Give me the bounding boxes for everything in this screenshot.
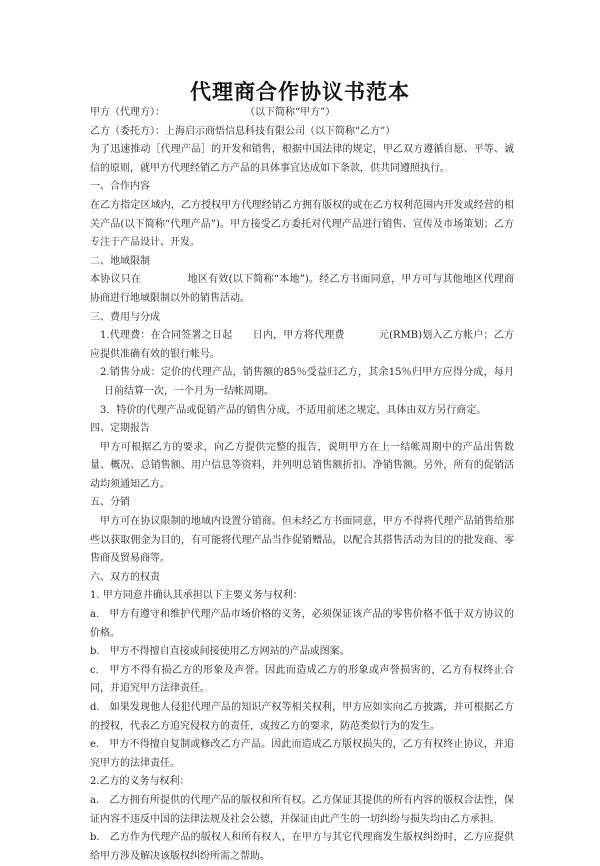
party-a-line [90, 104, 514, 123]
section-6-heading: 六、双方的权责 [90, 571, 160, 583]
section-3-item-2-b: 日前结算一次，一个月为一结帐周期。 [104, 385, 274, 397]
section-6-1-item-b: b. 甲方不得擅自直接或间接使用乙方网站的产品或图案。 [90, 646, 350, 658]
section-3-item-1-b: 日内，甲方将代理费 [252, 330, 345, 342]
section-3-item-1-a: 1.代理费：在合同签署之日起 [100, 330, 233, 342]
intro-paragraph: 为了迅速推动［代理产品］的开发和销售，根据中国法律的规定，甲乙双方遵循自愿、平等、诚信的原则，就甲方代理经销乙方产品的具体事宜达成如下条款，供共同遵照执行。 [90, 144, 514, 174]
document-body [90, 104, 514, 866]
section-2-paragraph [90, 271, 514, 308]
section-2-text-b: 地区有效(以下简称“本地”)。经乙方书面同意，甲方可与其他地区代理商协商进行地域限制以外的销售活动。 [90, 274, 514, 304]
section-6-1-item-e: e. 甲方不得擅自复制或修改乙方产品。因此而造成乙方版权损失的，乙方有权终止协议，并追究甲方的法律责任。 [90, 739, 514, 769]
section-4-paragraph: 甲方可根据乙方的要求，向乙方提供完整的报告，说明甲方在上一结帐周期中的产品出售数量、概况、总销售额、用户信息等资料，并列明总销售额折扣、净销售额。另外，所有的促销活动均须通知乙方。 [90, 441, 514, 490]
section-6-1-heading: 1. 甲方同意并确认其承担以下主要义务与权利： [90, 590, 303, 602]
section-5-paragraph: 甲方可在协议限制的地域内设置分销商。但未经乙方书面同意，甲方不得将代理产品销售给那些以获取佣金为目的，有可能将代理产品当作促销赠品，以配合其搭售活动为目的的批发商、零售商及贸易商等。 [90, 516, 514, 565]
section-1-paragraph: 在乙方指定区域内，乙方授权甲方代理经销乙方拥有版权的或在乙方权利范围内开发或经营的相关产品(以下简称“代理产品”)。甲方接受乙方委托对代理产品进行销售、宣传及市场策划；乙方专注于产品设计、开发。 [90, 199, 514, 249]
section-3-item-1-c: 元(RMB)划入乙方帐户；乙方应提供准确有效的银行帐号。 [90, 330, 514, 360]
section-3-heading: 三、费用与分成 [90, 311, 160, 323]
section-2-heading: 二、地域限制 [90, 255, 150, 267]
section-2-text-a: 本协议只在 [90, 274, 142, 286]
section-6-2-item-b: b. 乙方作为代理产品的版权人和所有权人，在甲方与其它代理商发生版权纠纷时，乙方应提供给甲方涉及解决该版权纠纷所需之帮助。 [90, 832, 514, 862]
section-3-item-1 [90, 327, 514, 364]
section-3-item-3: 3．特价的代理产品或促销产品的销售分成，不适用前述之规定，具体由双方另行商定。 [100, 404, 487, 416]
party-b-line: 乙方（委托方）：上海启示商悟信息科技有限公司（以下简称“乙方”） [90, 125, 396, 137]
section-6-2-heading: 2.乙方的义务与权利： [90, 776, 190, 788]
section-3-item-2 [90, 364, 514, 401]
section-4-heading: 四、定期报告 [90, 423, 150, 435]
section-1-heading: 一、合作内容 [90, 181, 150, 193]
document-title: 代理商合作协议书范本 [190, 80, 410, 104]
section-6-1-item-d: d. 如果发现他人侵犯代理产品的知识产权等相关权利，甲方应如实向乙方披露，并可根据乙方的授权，代表乙方追究侵权方的责任，或按乙方的要求，防范类似行为的发生。 [90, 702, 514, 732]
section-6-2-item-a: a. 乙方拥有所提供的代理产品的版权和所有权。乙方保证其提供的所有内容的版权合法性，保证内容不违反中国的法律法规及社会公德，并保证由此产生的一切纠纷与损失均由乙方承担。 [90, 794, 514, 825]
party-a-label: 甲方（代理方）： [90, 107, 165, 118]
section-5-heading: 五、分销 [90, 497, 130, 509]
party-a-alias: （以下简称“甲方”） [245, 107, 336, 118]
section-6-1-item-c: c. 甲方不得有损乙方的形象及声誉。因此而造成乙方的形象或声誉损害的，乙方有权终止合同，并追究甲方法律责任。 [90, 664, 514, 695]
section-3-item-2-a: 2.销售分成：定价的代理产品，销售额的85％受益归乙方，其余15％归甲方应得分成，每月 [100, 367, 514, 379]
section-6-1-item-a: a. 甲方有遵守和维护代理产品市场价格的义务，必须保证该产品的零售价格不低于双方协议的价格。 [90, 609, 514, 639]
